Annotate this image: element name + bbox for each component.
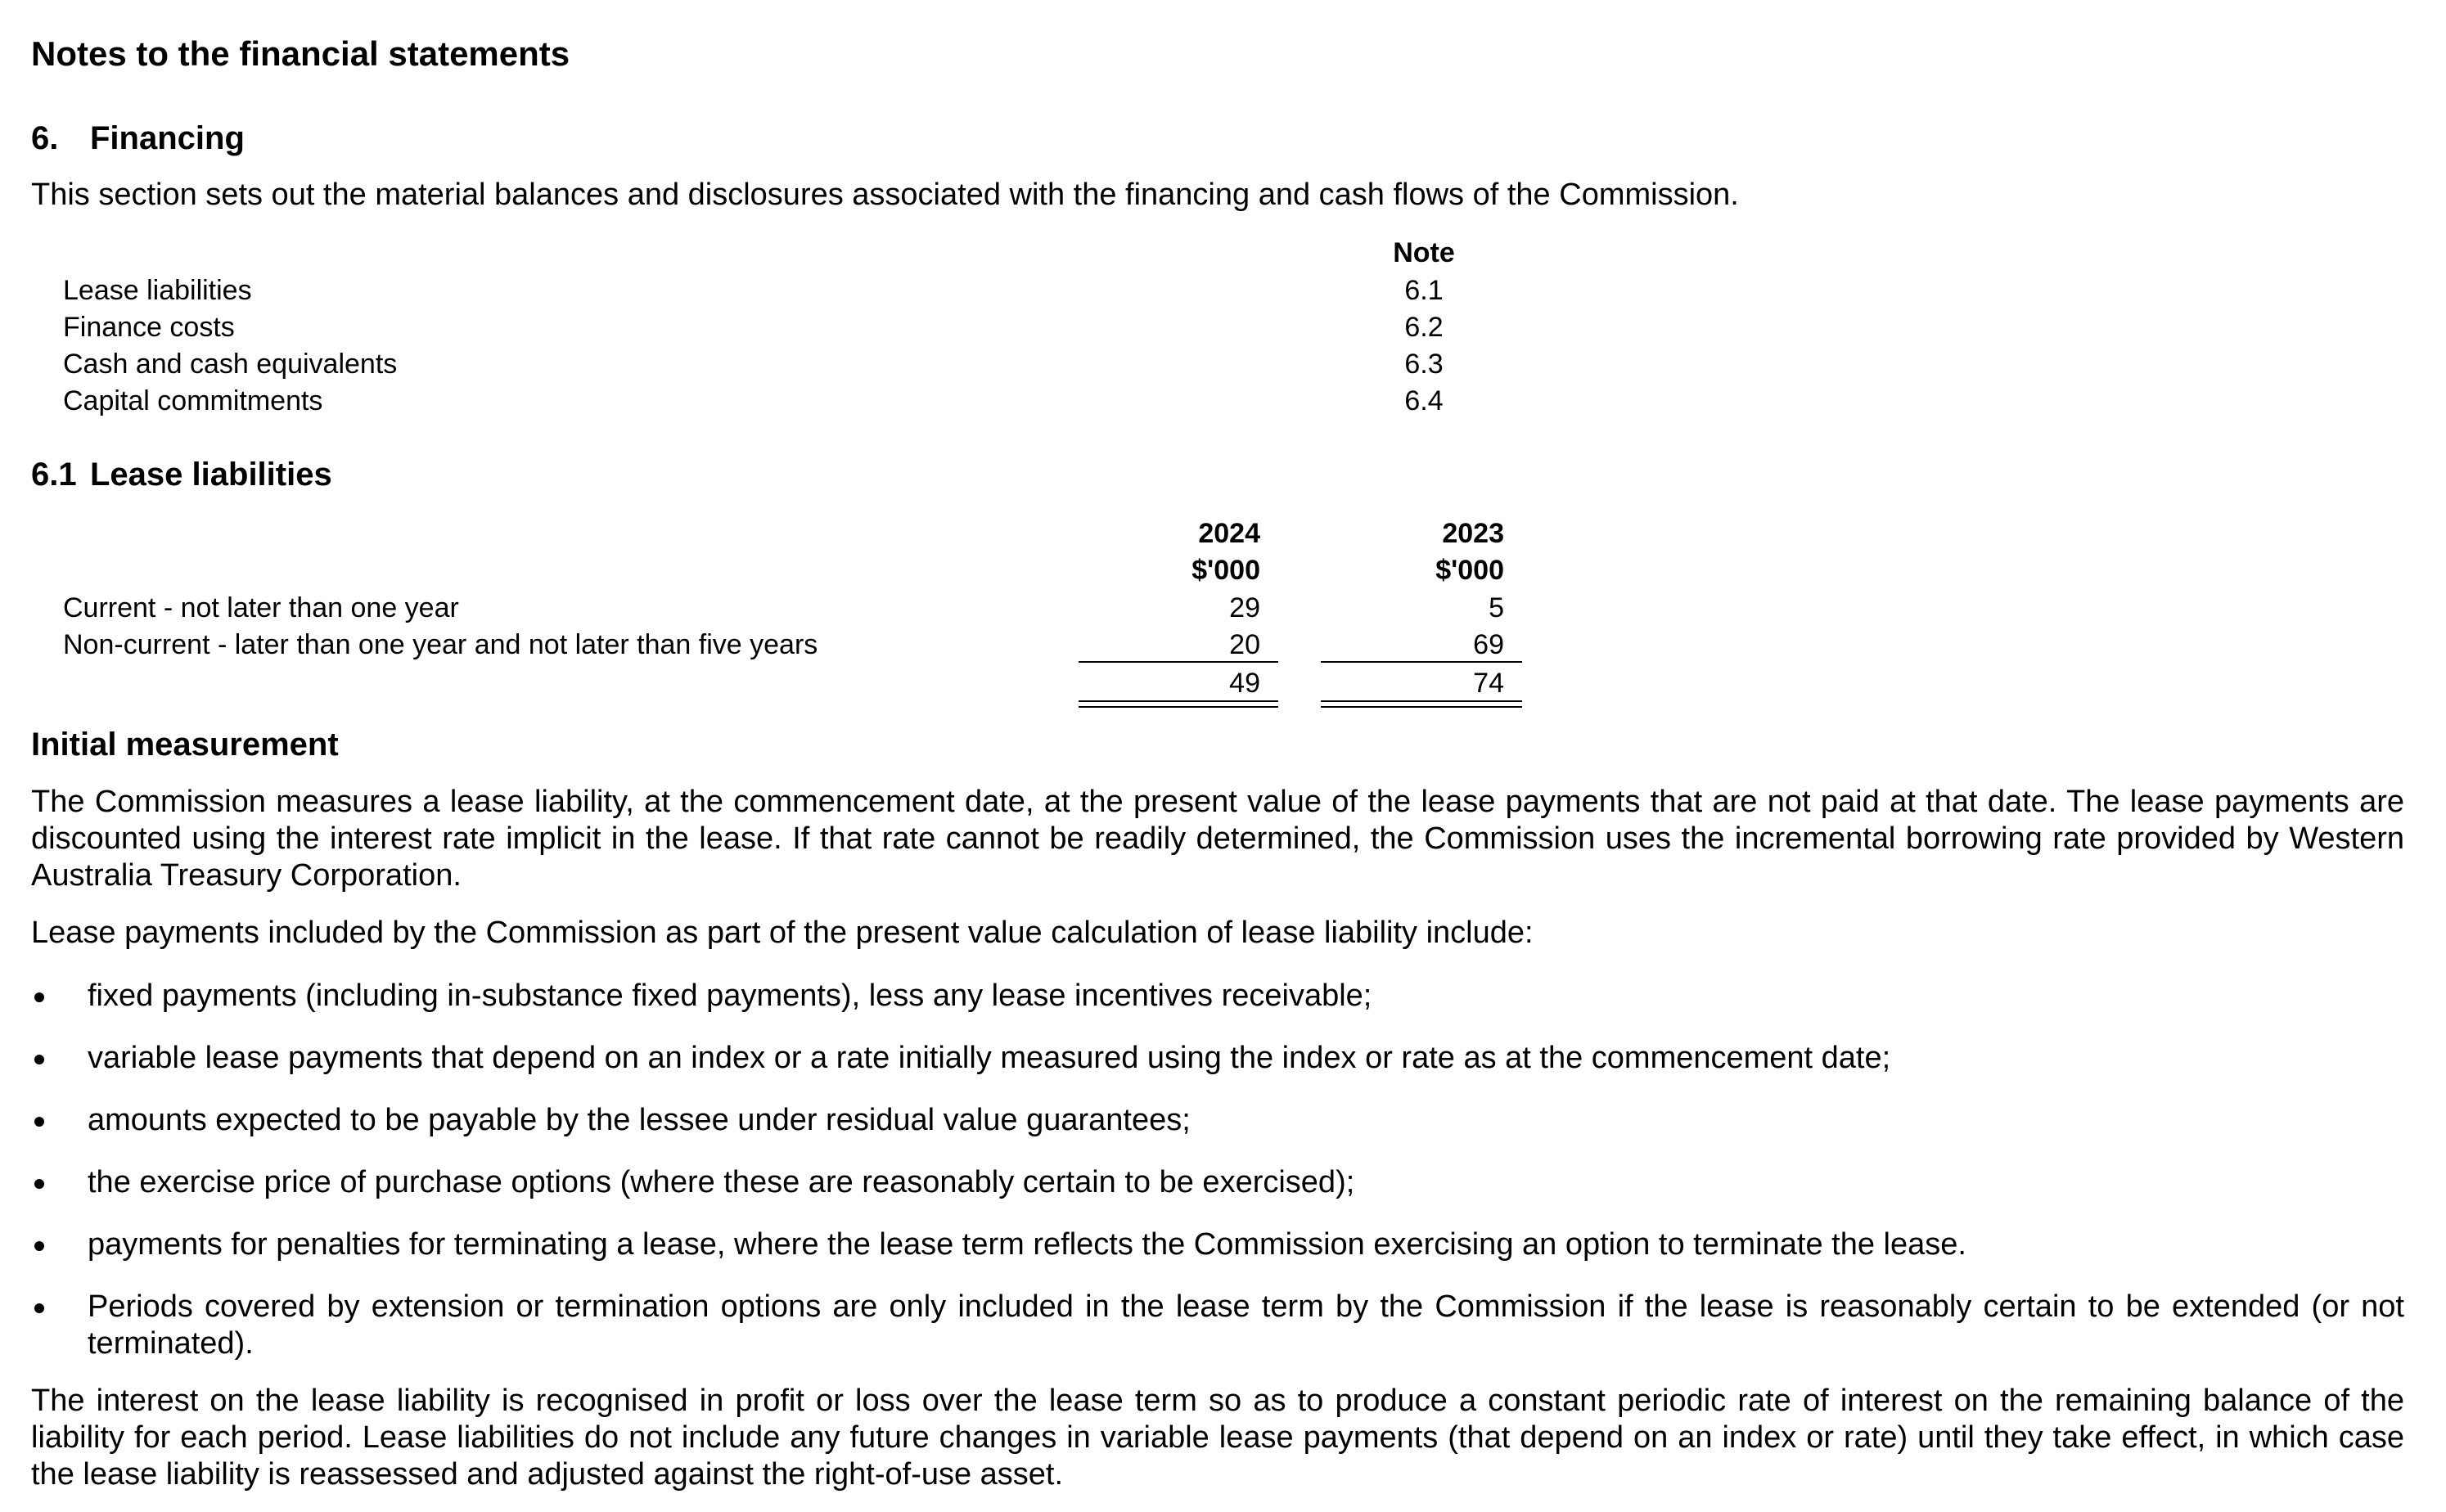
bullet-item-1: fixed payments (including in-substance fixed payments), less any lease incentives receivable;: [88, 979, 1372, 1013]
value-current-2024: 29: [1229, 592, 1260, 623]
subsection-number: 6.1: [31, 457, 77, 493]
bullet-dot-6: [34, 1303, 44, 1313]
index-label-lease-liabilities: Lease liabilities: [63, 275, 252, 306]
initial-measurement-paragraph-2: Lease payments included by the Commission as part of the present value calculation of lease liability include:: [31, 916, 1534, 950]
section-title: Financing: [90, 120, 245, 156]
section-number: 6.: [31, 120, 59, 156]
column-2023-year: 2023: [1442, 518, 1504, 549]
subsection-title: Lease liabilities: [90, 457, 332, 493]
note-column-header: Note: [1393, 237, 1455, 268]
index-note-6-2: 6.2: [1404, 312, 1444, 343]
bullet-dot-2: [34, 1055, 44, 1064]
index-label-cash: Cash and cash equivalents: [63, 349, 398, 380]
bullet-item-5: payments for penalties for terminating a lease, where the lease term reflects the Commission exercising an option to terminate the lease.: [88, 1227, 1966, 1262]
column-2024-unit: $'000: [1191, 555, 1260, 586]
bullet-item-6: Periods covered by extension or termination options are only included in the lease term by the Commission if the lease is reasonably certain to be extended (or not terminated).: [88, 1289, 2404, 1361]
total-2024: 49: [1229, 668, 1260, 699]
total-2023: 74: [1473, 668, 1504, 699]
column-2023-unit: $'000: [1435, 555, 1504, 586]
bullet-item-3: amounts expected to be payable by the lessee under residual value guarantees;: [88, 1103, 1191, 1137]
index-note-6-3: 6.3: [1404, 349, 1444, 380]
total-double-rule-2023-a: [1321, 700, 1522, 702]
index-note-6-4: 6.4: [1404, 385, 1444, 416]
bullet-dot-4: [34, 1179, 44, 1189]
value-current-2023: 5: [1489, 592, 1504, 623]
total-double-rule-2023-b: [1321, 706, 1522, 708]
subtotal-rule-2023: [1321, 661, 1522, 663]
section-intro: This section sets out the material balances and disclosures associated with the financing and cash flows of the Commission.: [31, 178, 1739, 212]
column-2024-year: 2024: [1198, 518, 1260, 549]
bullet-dot-5: [34, 1241, 44, 1251]
bullet-dot-3: [34, 1117, 44, 1127]
subtotal-rule-2024: [1079, 661, 1278, 663]
page-title: Notes to the financial statements: [31, 34, 570, 73]
bullet-item-2: variable lease payments that depend on an index or a rate initially measured using the index or rate as at the commencement date;: [88, 1041, 1891, 1075]
total-double-rule-2024-a: [1079, 700, 1278, 702]
row-label-current: Current - not later than one year: [63, 592, 459, 623]
total-double-rule-2024-b: [1079, 706, 1278, 708]
index-note-6-1: 6.1: [1404, 275, 1444, 306]
row-label-non-current: Non-current - later than one year and not later than five years: [63, 629, 818, 660]
bullet-dot-1: [34, 992, 44, 1002]
index-label-finance-costs: Finance costs: [63, 312, 235, 343]
interest-paragraph: The interest on the lease liability is recognised in profit or loss over the lease term so as to produce a constant periodic rate of interest on the remaining balance of the liability for each period. Lease liabilities do not include any future changes in variable lease payments (that depend on an index or rate) until they take effect, in which case the lease liability is reassessed and adjusted against the right-of-use asset.: [31, 1384, 2404, 1492]
value-non-current-2023: 69: [1473, 629, 1504, 660]
initial-measurement-paragraph-1: The Commission measures a lease liability, at the commencement date, at the present value of the lease payments that are not paid at that date. The lease payments are discounted using the interest rate implicit in the lease. If that rate cannot be readily determined, the Commission uses the incremental borrowing rate provided by Western Australia Treasury Corporation.: [31, 785, 2404, 893]
initial-measurement-heading: Initial measurement: [31, 727, 339, 763]
bullet-item-4: the exercise price of purchase options (where these are reasonably certain to be exercised);: [88, 1165, 1355, 1199]
value-non-current-2024: 20: [1229, 629, 1260, 660]
index-label-capital-commitments: Capital commitments: [63, 385, 323, 416]
